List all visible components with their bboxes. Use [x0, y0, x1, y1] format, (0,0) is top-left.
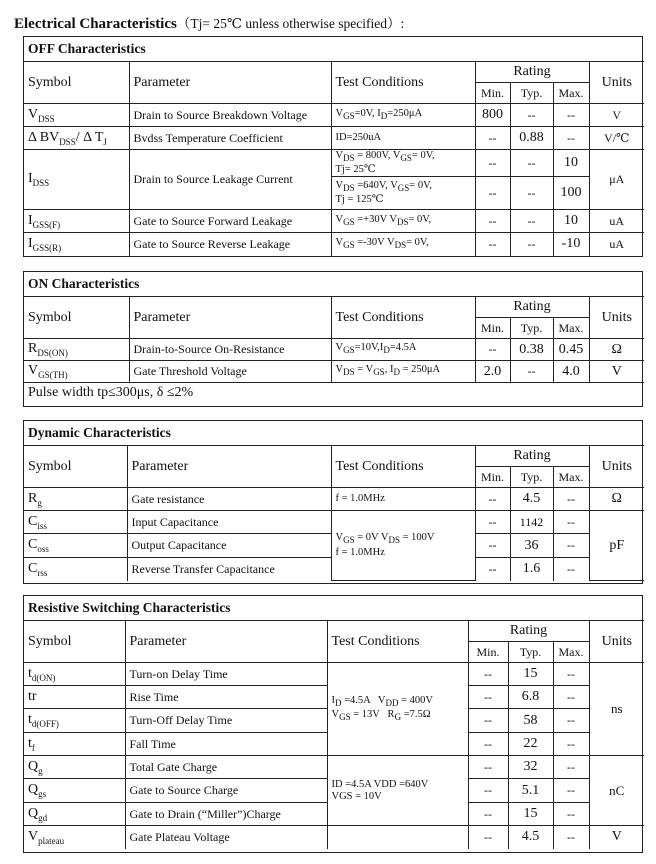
parameter-cell: Drain-to-Source On-Resistance	[129, 339, 331, 361]
parameter-cell: Reverse Transfer Capacitance	[127, 558, 331, 581]
symbol-cell: $V_{plateau}$	[24, 826, 125, 849]
symbol-cell: $C_{rss}$	[24, 558, 127, 581]
col-rating: Rating	[475, 62, 589, 83]
col-parameter: Parameter	[127, 446, 331, 488]
parameter-cell: Bvdss Temperature Coefficient	[129, 127, 331, 150]
dynamic-section-title: Dynamic Characteristics	[24, 421, 644, 446]
condition-cell: $V_{DS} = V_{GS}$, $I_D = 250\mu A$	[331, 361, 475, 383]
min-cell: --	[475, 488, 510, 511]
col-parameter: Parameter	[129, 62, 331, 104]
symbol-cell: $I_{GSS(F)}$	[24, 210, 129, 233]
title-main: Electrical Characteristics	[14, 16, 177, 32]
typ-cell: --	[510, 177, 553, 210]
typ-cell: 0.88	[510, 127, 553, 150]
unit-cell: Ω	[589, 488, 644, 511]
col-test-conditions: Test Conditions	[331, 297, 475, 339]
min-cell: --	[468, 733, 508, 756]
min-cell: --	[468, 686, 508, 709]
condition-cell: $V_{GS}=10V,I_D=4.5A$	[331, 339, 475, 361]
condition-cell: f = 1.0MHz	[331, 488, 475, 511]
col-typ: Typ.	[510, 318, 553, 339]
parameter-cell: Total Gate Charge	[125, 756, 327, 779]
title-sub: （Tj= 25℃ unless otherwise specified）:	[176, 16, 405, 31]
col-min: Min.	[475, 318, 510, 339]
switching-condition-cell: $I_D =4.5A$ $V_{DD} = 400V$ $V_{GS} = 13V$ $R_G =7.5\Omega$	[327, 663, 468, 756]
symbol-cell: $Q_{gs}$	[24, 779, 125, 803]
symbol-cell: $V_{GS(TH)}$	[24, 361, 129, 383]
table-row	[24, 488, 644, 511]
unit-cell: pF	[589, 511, 644, 581]
symbol-cell: $Q_{gd}$	[24, 803, 125, 826]
symbol-cell: $R_g$	[24, 488, 127, 511]
col-symbol: Symbol	[24, 621, 125, 663]
table-row	[24, 233, 644, 256]
col-symbol: Symbol	[24, 62, 129, 104]
unit-cell: V	[589, 826, 644, 849]
switching-section-title: Resistive Switching Characteristics	[24, 596, 644, 621]
symbol-cell: $C_{oss}$	[24, 534, 127, 558]
min-cell: --	[475, 127, 510, 150]
unit-cell: Ω	[589, 339, 644, 361]
col-symbol: Symbol	[24, 297, 129, 339]
condition-cell: $V_{GS} =+30V$ $V_{DS}= 0V$,	[331, 210, 475, 233]
typ-cell: 15	[508, 663, 553, 686]
max-cell: --	[553, 756, 589, 779]
max-cell: --	[553, 686, 589, 709]
col-test-conditions: Test Conditions	[331, 446, 475, 488]
parameter-cell: Fall Time	[125, 733, 327, 756]
unit-cell: nC	[589, 756, 644, 826]
min-cell: 800	[475, 104, 510, 127]
table-row	[24, 210, 644, 233]
unit-cell: uA	[589, 210, 644, 233]
parameter-cell: Turn-on Delay Time	[125, 663, 327, 686]
symbol-cell: $V_{DSS}$	[24, 104, 129, 127]
typ-cell: 58	[508, 709, 553, 733]
min-cell: --	[475, 339, 510, 361]
max-cell: --	[553, 104, 589, 127]
parameter-cell: Gate Threshold Voltage	[129, 361, 331, 383]
table-row	[24, 339, 644, 361]
max-cell: --	[553, 127, 589, 150]
typ-cell: --	[510, 361, 553, 383]
on-characteristics-table	[23, 271, 643, 407]
capacitance-condition-cell: $V_{GS} = 0V$ $V_{DS} = 100V$ f = 1.0MHz	[331, 511, 475, 581]
col-rating: Rating	[475, 297, 589, 318]
parameter-cell: Rise Time	[125, 686, 327, 709]
max-cell: --	[553, 779, 589, 803]
col-typ: Typ.	[508, 642, 553, 663]
symbol-cell: $I_{GSS(R)}$	[24, 233, 129, 256]
symbol-cell: $R_{DS(ON)}$	[24, 339, 129, 361]
off-characteristics-table	[23, 36, 643, 257]
parameter-cell: Turn-Off Delay Time	[125, 709, 327, 733]
table-row	[24, 361, 644, 383]
min-cell: --	[468, 826, 508, 849]
min-cell: --	[468, 663, 508, 686]
parameter-cell: Output Capacitance	[127, 534, 331, 558]
unit-cell: μA	[589, 150, 644, 210]
table-row	[24, 826, 644, 849]
unit-cell: V/℃	[589, 127, 644, 150]
col-max: Max.	[553, 318, 589, 339]
col-parameter: Parameter	[129, 297, 331, 339]
max-cell: --	[553, 803, 589, 826]
condition-cell: $V_{GS} =-30V$ $V_{DS}= 0V$,	[331, 233, 475, 256]
max-cell: 10	[553, 210, 589, 233]
min-cell: --	[468, 756, 508, 779]
symbol-cell: Δ $BV_{DSS}/$ Δ $T_J$	[24, 127, 129, 150]
typ-cell: 1.6	[510, 558, 553, 581]
max-cell: --	[553, 511, 589, 534]
symbol-cell: tr	[24, 686, 125, 709]
dynamic-characteristics-table	[23, 420, 643, 584]
col-min: Min.	[475, 83, 510, 104]
parameter-cell: Gate to Drain (“Miller”)Charge	[125, 803, 327, 826]
max-cell: --	[553, 733, 589, 756]
typ-cell: 1142	[510, 511, 553, 534]
condition-cell	[327, 826, 468, 849]
typ-cell: 36	[510, 534, 553, 558]
max-cell: --	[553, 663, 589, 686]
unit-cell: ns	[589, 663, 644, 756]
min-cell: --	[468, 803, 508, 826]
typ-cell: 32	[508, 756, 553, 779]
col-rating: Rating	[475, 446, 589, 467]
col-units: Units	[589, 621, 644, 663]
pulse-width-note: Pulse width tp≤300μs, δ ≤2%	[24, 383, 644, 404]
max-cell: 4.0	[553, 361, 589, 383]
typ-cell: --	[510, 233, 553, 256]
unit-cell: V	[589, 361, 644, 383]
min-cell: --	[475, 511, 510, 534]
parameter-cell: Gate resistance	[127, 488, 331, 511]
table-row	[24, 150, 644, 177]
max-cell: 100	[553, 177, 589, 210]
col-test-conditions: Test Conditions	[331, 62, 475, 104]
charge-condition-cell: ID =4.5A VDD =640V VGS = 10V	[327, 756, 468, 826]
min-cell: --	[475, 150, 510, 177]
symbol-cell: $t_{d(OFF)}$	[24, 709, 125, 733]
col-rating: Rating	[468, 621, 589, 642]
max-cell: --	[553, 534, 589, 558]
col-min: Min.	[475, 467, 510, 488]
unit-cell: uA	[589, 233, 644, 256]
typ-cell: --	[510, 150, 553, 177]
parameter-cell: Gate to Source Reverse Leakage	[129, 233, 331, 256]
page-title	[14, 12, 404, 33]
typ-cell: 15	[508, 803, 553, 826]
typ-cell: 0.38	[510, 339, 553, 361]
symbol-cell: $C_{iss}$	[24, 511, 127, 534]
min-cell: --	[475, 558, 510, 581]
max-cell: 0.45	[553, 339, 589, 361]
switching-characteristics-table	[23, 595, 643, 853]
min-cell: --	[475, 534, 510, 558]
min-cell: --	[468, 779, 508, 803]
min-cell: --	[475, 233, 510, 256]
max-cell: 10	[553, 150, 589, 177]
max-cell: --	[553, 826, 589, 849]
symbol-cell: $t_f$	[24, 733, 125, 756]
condition-cell: $V_{DS} = 800V$, $V_{GS}= 0V$, Tj= 25℃	[331, 150, 475, 177]
table-row	[24, 104, 644, 127]
col-min: Min.	[468, 642, 508, 663]
max-cell: --	[553, 709, 589, 733]
min-cell: --	[475, 210, 510, 233]
table-row	[24, 511, 644, 534]
symbol-cell: $I_{DSS}$	[24, 150, 129, 210]
parameter-cell: Gate to Source Forward Leakage	[129, 210, 331, 233]
condition-cell: $V_{GS}=0V$, $I_D=250\mu A$	[331, 104, 475, 127]
condition-cell: ID=250uA	[331, 127, 475, 150]
parameter-cell: Drain to Source Leakage Current	[129, 150, 331, 210]
parameter-cell: Drain to Source Breakdown Voltage	[129, 104, 331, 127]
col-max: Max.	[553, 83, 589, 104]
parameter-cell: Gate Plateau Voltage	[125, 826, 327, 849]
table-row	[24, 663, 644, 686]
symbol-cell: $t_{d(ON)}$	[24, 663, 125, 686]
typ-cell: 4.5	[510, 488, 553, 511]
col-units: Units	[589, 62, 644, 104]
typ-cell: --	[510, 104, 553, 127]
on-section-title: ON Characteristics	[24, 272, 644, 297]
col-test-conditions: Test Conditions	[327, 621, 468, 663]
col-typ: Typ.	[510, 83, 553, 104]
max-cell: --	[553, 488, 589, 511]
typ-cell: 22	[508, 733, 553, 756]
col-parameter: Parameter	[125, 621, 327, 663]
parameter-cell: Gate to Source Charge	[125, 779, 327, 803]
max-cell: -10	[553, 233, 589, 256]
typ-cell: 5.1	[508, 779, 553, 803]
parameter-cell: Input Capacitance	[127, 511, 331, 534]
col-max: Max.	[553, 642, 589, 663]
col-units: Units	[589, 297, 644, 339]
typ-cell: 4.5	[508, 826, 553, 849]
table-row	[24, 127, 644, 150]
unit-cell: V	[589, 104, 644, 127]
min-cell: --	[468, 709, 508, 733]
off-section-title: OFF Characteristics	[24, 37, 644, 62]
col-units: Units	[589, 446, 644, 488]
max-cell: --	[553, 558, 589, 581]
col-typ: Typ.	[510, 467, 553, 488]
col-symbol: Symbol	[24, 446, 127, 488]
condition-cell: $V_{DS} =640V$, $V_{GS}= 0V$, Tj = 125℃	[331, 177, 475, 210]
symbol-cell: $Q_g$	[24, 756, 125, 779]
typ-cell: --	[510, 210, 553, 233]
min-cell: 2.0	[475, 361, 510, 383]
min-cell: --	[475, 177, 510, 210]
table-row	[24, 756, 644, 779]
typ-cell: 6.8	[508, 686, 553, 709]
col-max: Max.	[553, 467, 589, 488]
